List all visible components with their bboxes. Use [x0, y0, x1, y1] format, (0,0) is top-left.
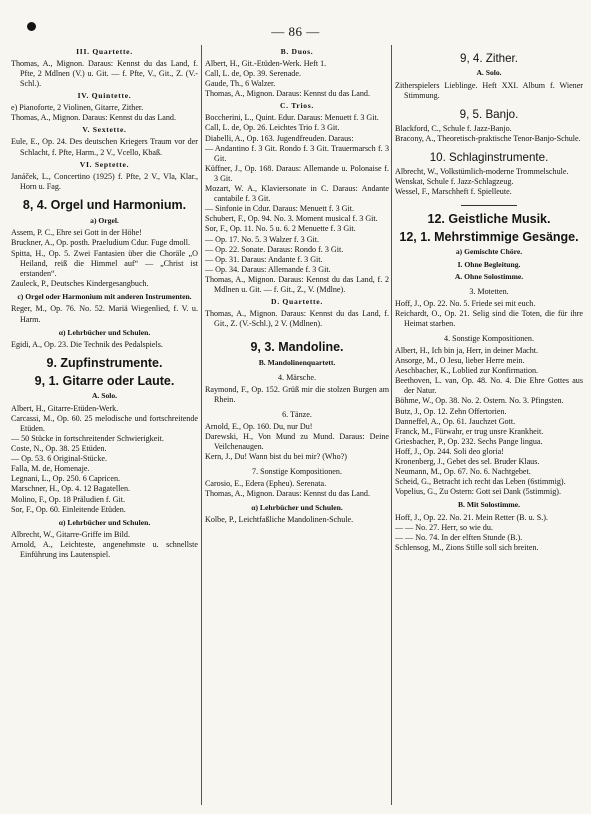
catalog-entry: Küffner, J., Op. 168. Daraus: Allemande u. Polonaise f. 3 Git. [205, 163, 389, 183]
catalog-entry: Legnani, L., Op. 250. 6 Capricen. [11, 474, 121, 484]
subsection-heading: B. Duos. [280, 47, 314, 56]
catalog-entry: Aeschbacher, K., Loblied zur Konfirmation. [395, 366, 539, 376]
catalog-entry: Thomas, A., Mignon. Daraus: Kennst du das Land. [205, 489, 371, 499]
catalog-entry: — Op. 22. Sonate. Daraus: Rondo f. 3 Git. [205, 244, 344, 254]
catalog-entry: Thomas, A., Mignon. Daraus: Kennst du das Land. [205, 89, 371, 99]
category-label: 7. Sonstige Kompositionen. [252, 467, 342, 477]
category-heading: α) Lehrbücher und Schulen. [251, 502, 343, 512]
catalog-entry: Albrecht, W., Gitarre-Griffe im Bild. [11, 530, 130, 540]
catalog-entry: Gaude, Th., 6 Walzer. [205, 79, 276, 89]
category-heading: α) Lehrbücher und Schulen. [58, 327, 151, 337]
catalog-entry: Raymond, F., Op. 152. Grüß mir die stolzen Burgen am Rhein. [205, 384, 389, 404]
column-middle [205, 45, 389, 525]
catalog-entry: Hoff, J., Op. 22. No. 21. Mein Retter (B. u. S.). [395, 512, 548, 522]
catalog-entry: Albrecht, W., Volkstümlich-moderne Trommelschule. [395, 166, 569, 176]
category-heading: A. Solo. [476, 68, 502, 77]
catalog-entry: Wenskat, Schule f. Jazz-Schlagzeug. [395, 176, 514, 186]
catalog-entry: Hoff, J., Op. 22. No. 5. Friede sei mit euch. [395, 298, 536, 308]
catalog-entry: Danneffel, A., Op. 61. Jauchzet Gott. [395, 416, 516, 426]
catalog-entry: Thomas, A., Mignon. Daraus: Kennst du das Land. [11, 113, 177, 123]
catalog-entry: Bruckner, A., Op. posth. Praeludium Cdur. Fuge dmoll. [11, 238, 191, 248]
category-heading: A. Solo. [91, 391, 118, 401]
section-heading: 9. Zupfinstrumente. [46, 356, 163, 371]
catalog-entry: Falla, M. de, Homenaje. [11, 464, 90, 474]
section-heading: 12. Geistliche Musik. [427, 212, 551, 227]
section-heading: 9, 1. Gitarre oder Laute. [34, 374, 175, 389]
catalog-entry: Thomas, A., Mignon. Daraus: Kennst du das Land, f. 2 Mdlnen u. Git. — f. Git., Z., V. (Mdlne). [205, 274, 389, 294]
catalog-entry: Kronenberg, J., Gebet des sel. Bruder Klaus. [395, 456, 540, 466]
catalog-entry: Ansorge, M., O Jesu, lieber Herre mein. [395, 356, 525, 366]
catalog-entry: Böhme, W., Op. 38. No. 2. Ostern. No. 3. Pfingsten. [395, 396, 564, 406]
catalog-entry: Schubert, F., Op. 94. No. 3. Moment musical f. 3 Git. [205, 214, 378, 224]
catalog-entry: Griesbacher, P., Op. 232. Sechs Pange lingua. [395, 436, 543, 446]
catalog-entry: Blackford, C., Schule f. Jazz-Banjo. [395, 123, 512, 133]
catalog-entry: Carcassi, M., Op. 60. 25 melodische und fortschreitende Etüden. [11, 413, 198, 433]
subsection-heading: C. Trios. [279, 101, 315, 111]
catalog-entry: — Andantino f. 3 Git. Rondo f. 3 Git. Trauermarsch f. 3 Git. [205, 143, 389, 163]
subsection-heading: III. Quartette. [76, 47, 133, 56]
catalog-entry: — — No. 74. In der elften Stunde (B.). [395, 533, 523, 543]
category-heading: a) Gemischte Chöre. [455, 247, 523, 257]
catalog-entry: Albert, H., Ich bin ja, Herr, in deiner Macht. [395, 345, 539, 355]
subsection-heading: V. Sextette. [82, 125, 127, 135]
catalog-entry: Carosio, E., Edera (Epheu). Serenata. [205, 479, 327, 489]
catalog-entry: Arnold, E., Op. 160. Du, nur Du! [205, 421, 313, 431]
catalog-entry: Kern, J., Du! Wann bist du bei mir? (Who?) [205, 452, 347, 462]
category-label: 4. Märsche. [278, 372, 316, 382]
catalog-entry: Zauleck, P., Deutsches Kindergesangbuch. [11, 278, 149, 288]
catalog-entry: Call, L. de, Op. 39. Serenade. [205, 69, 301, 79]
catalog-entry: Schlensog, M., Zions Stille soll sich breiten. [395, 543, 539, 553]
catalog-entry: Arnold, A., Leichteste, angenehmste u. schnellste Einführung ins Lautenspiel. [11, 540, 198, 560]
catalog-entry: Kolbe, P., Leichtfaßliche Mandolinen-Schule. [205, 515, 354, 524]
section-heading: 8, 4. Orgel und Harmonium. [22, 197, 187, 212]
section-heading: 9, 5. Banjo. [459, 107, 519, 121]
catalog-entry: Hoff, J., Op. 244. Soli deo gloria! [395, 446, 504, 456]
catalog-entry: Spitta, H., Op. 5. Zwei Fantasien über die Choräle „O Heiland, reiß die Himmel auf“ — „Christ ist erstanden“. [11, 248, 198, 278]
catalog-entry: Diabelli, A., Op. 163. Jugendfreuden. Daraus: [205, 133, 354, 143]
subsection-heading: IV. Quintette. [77, 91, 132, 101]
catalog-entry: Assem, P. C., Ehre sei Gott in der Höhe! [11, 228, 142, 238]
catalog-entry: Mozart, W. A., Klaviersonate in C. Daraus: Andante cantabile f. 3 Git. [205, 184, 389, 204]
catalog-entry: Eule, E., Op. 24. Des deutschen Kriegers Traum vor der Schlacht, f. Pfte, Harm., 2 V., Vcello, Kbaß. [11, 137, 198, 157]
column-left [11, 45, 198, 561]
catalog-entry: Franck, M., Fürwahr, er trug unsre Krankheit. [395, 426, 544, 436]
catalog-entry: — — No. 27. Herr, so wie du. [395, 522, 493, 532]
category-heading: B. Mit Solostimme. [457, 500, 520, 510]
column-divider [391, 45, 392, 805]
catalog-entry: Albert, H., Gitarre-Etüden-Werk. [11, 403, 119, 413]
catalog-entry: Coste, N., Op. 38. 25 Etüden. [11, 444, 107, 454]
category-heading: I. Ohne Begleitung. [457, 259, 521, 269]
section-heading: 10. Schlaginstrumente. [429, 150, 549, 164]
catalog-entry: — Op. 53. 6 Original-Stücke. [11, 454, 107, 464]
subsection-heading: VI. Septette. [79, 159, 130, 169]
page-number: — 86 — [271, 24, 320, 39]
catalog-entry: Zitherspielers Lieblinge. Heft XXI. Album f. Wiener Stimmung. [395, 80, 583, 100]
subsection-heading: D. Quartette. [271, 297, 323, 307]
column-divider [201, 45, 202, 805]
catalog-entry: Marschner, H., Op. 4. 12 Bagatellen. [11, 484, 131, 494]
spacer [205, 329, 389, 334]
section-heading: 9, 3. Mandoline. [250, 340, 344, 355]
catalog-entry: Vopelius, G., Zu Ostern: Gott sei Dank (5stimmig). [395, 487, 561, 497]
category-label: 6. Tänze. [282, 409, 312, 419]
catalog-entry: Neumann, M., Op. 67. No. 6. Nachtgebet. [395, 467, 531, 477]
category-label: 3. Motetten. [469, 286, 509, 296]
category-label: 4. Sonstige Kompositionen. [444, 333, 534, 343]
catalog-entry: Thomas, A., Mignon. Daraus: Kennst du das Land, f. Git., Z. (V.-Schl.), 2 V. (Mdlnen). [205, 309, 389, 329]
catalog-entry: — Sinfonie in Cdur. Daraus: Menuett f. 3 Git. [205, 204, 355, 214]
catalog-entry: Scheid, G., Betracht ich recht das Leben (6stimmig). [395, 477, 566, 487]
catalog-entry: Janáček, L., Concertino (1925) f. Pfte, 2 V., Vla, Klar., Horn u. Fag. [11, 171, 198, 191]
category-heading: B. Mandolinenquartett. [258, 358, 336, 368]
catalog-entry: Molino, F., Op. 18 Präludien f. Git. [11, 494, 126, 504]
catalog-entry: Boccherini, L., Quint. Edur. Daraus: Menuett f. 3 Git. [205, 113, 379, 123]
catalog-entry: — Op. 31. Daraus: Andante f. 3 Git. [205, 254, 323, 264]
catalog-entry: — 50 Stücke in fortschreitender Schwierigkeit. [11, 433, 164, 443]
catalog-entry: Reichardt, O., Op. 21. Selig sind die Toten, die für ihre Heimat starben. [395, 308, 583, 328]
catalog-entry: Sor, F., Op. 60. Einleitende Etüden. [11, 504, 126, 514]
category-heading: c) Orgel oder Harmonium mit anderen Instrumenten. [17, 291, 192, 301]
divider-rule [461, 205, 517, 206]
section-heading: 9, 4. Zither. [460, 52, 518, 65]
catalog-entry: — Op. 17. No. 5. 3 Walzer f. 3 Git. [205, 234, 320, 244]
catalog-entry: Call, L. de, Op. 26. Leichtes Trio f. 3 Git. [205, 123, 340, 133]
catalog-entry: Sor, F., Op. 11. No. 5 u. 6. 2 Menuette f. 3 Git. [205, 224, 356, 234]
category-heading: A. Ohne Solostimme. [454, 272, 524, 282]
catalog-entry: Thomas, A., Mignon. Daraus: Kennst du das Land, f. Pfte, 2 Mdlnen (V.) u. Git. — f. Pfte, V., Git., Z. (V.-Schl.). [11, 59, 198, 89]
catalog-entry: — Op. 34. Daraus: Allemande f. 3 Git. [205, 264, 331, 274]
column-right [395, 45, 583, 553]
catalog-entry: Wessel, F., Marschheft f. Spielleute. [395, 187, 512, 197]
catalog-entry: Bracony, A., Theoretisch-praktische Tenor-Banjo-Schule. [395, 133, 581, 143]
catalog-entry: Beethoven, L. van, Op. 48. No. 4. Die Ehre Gottes aus der Natur. [395, 376, 583, 396]
catalog-entry: Darewski, H., Von Mund zu Mund. Daraus: Deine Veilchenaugen. [205, 432, 389, 452]
section-heading: 12, 1. Mehrstimmige Gesänge. [399, 230, 579, 245]
catalog-entry: Reger, M., Op. 76. No. 52. Mariä Wiegenlied, f. V. u. Harm. [11, 304, 198, 324]
catalog-entry: Albert, H., Git.-Etüden-Werk. Heft 1. [205, 59, 327, 68]
catalog-entry: Egidi, A., Op. 23. Die Technik des Pedalspiels. [11, 340, 163, 350]
catalog-entry: e) Pianoforte, 2 Violinen, Gitarre, Zither. [11, 103, 144, 113]
category-heading: a) Orgel. [90, 215, 119, 225]
catalog-entry: Butz, J., Op. 12. Zehn Offertorien. [395, 406, 507, 416]
category-heading: α) Lehrbücher und Schulen. [58, 517, 151, 527]
